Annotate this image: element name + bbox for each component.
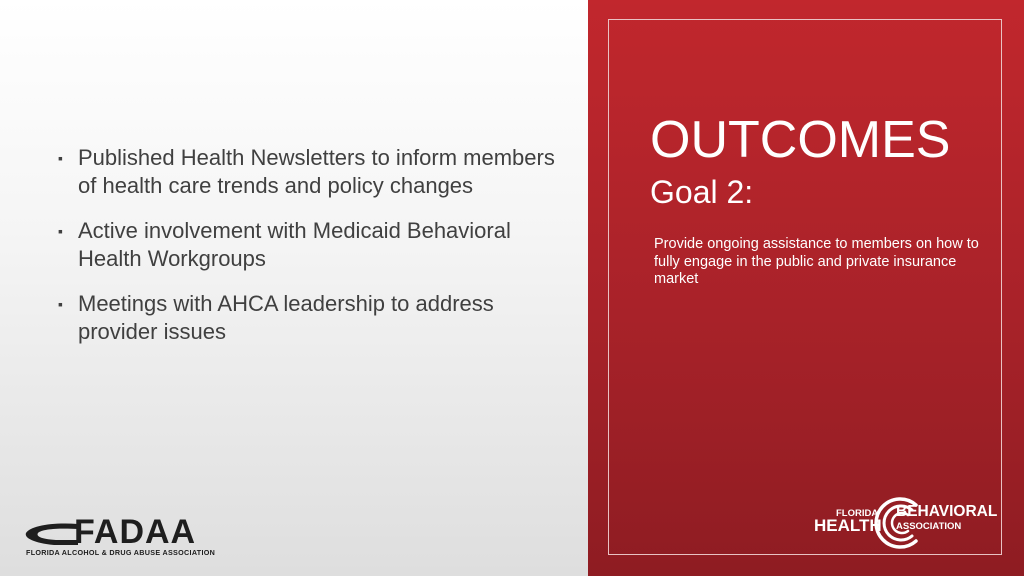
bullet-text: Published Health Newsletters to inform members of health care trends and policy changes [78,145,555,198]
outcomes-panel [588,0,1024,576]
fbha-health-label: HEALTH [814,516,882,535]
bullet-item [58,217,558,273]
fbha-behavioral-label: BEHAVIORAL [896,503,998,520]
bullet-square-icon: ▪ [58,150,63,166]
fadaa-wordmark: FADAA [74,513,197,551]
bullet-square-icon: ▪ [58,223,63,239]
bullet-item [58,290,558,346]
bullet-text: Meetings with AHCA leadership to address provider issues [78,291,494,344]
bullet-text: Active involvement with Medicaid Behavioral Health Workgroups [78,218,511,271]
goal-description: Provide ongoing assistance to members on how to fully engage in the public and private insurance market [654,236,979,287]
fadaa-logo [24,513,234,559]
panel-subheading: Goal 2: [650,174,754,210]
bullet-list [58,144,558,363]
panel-heading: OUTCOMES [650,111,951,169]
fadaa-full-name: FLORIDA ALCOHOL & DRUG ABUSE ASSOCIATION [26,548,216,557]
bullet-item [58,144,558,200]
fbha-logo [814,493,1004,553]
bullet-square-icon: ▪ [58,296,63,312]
fbha-florida-label: FLORIDA [836,508,879,519]
swoosh-icon [24,521,80,549]
fbha-association-label: ASSOCIATION [896,521,962,532]
